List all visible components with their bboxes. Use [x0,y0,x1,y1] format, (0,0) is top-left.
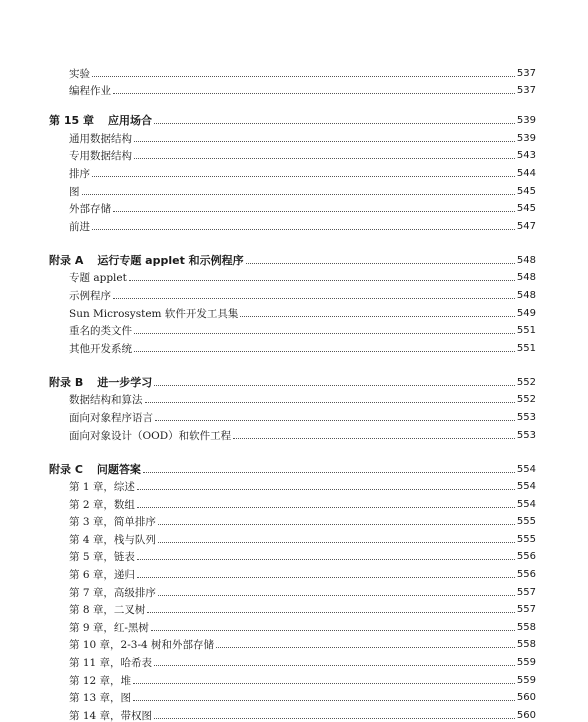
dot-leader [158,542,515,543]
toc-chapter-number: 附录 A [49,253,84,267]
toc-page-number: 543 [516,150,536,162]
toc-title-text: 面向对象设计（OOD）和软件工程 [69,429,232,442]
dot-leader [137,559,515,560]
toc-entry [0,634,588,652]
toc-title [69,587,156,599]
toc-chapter-heading [0,369,588,389]
toc-entry [0,127,588,145]
dot-leader [143,472,515,473]
toc-entry [0,320,588,338]
toc-title-text: 第 13 章，图 [69,692,132,705]
toc-title [69,133,132,145]
toc-page-number: 554 [516,463,536,475]
toc-title-text: 编程作业 [69,85,111,98]
toc-title-text: 问题答案 [96,462,141,476]
dot-leader [240,316,515,317]
toc-entry [0,162,588,180]
toc-entry [0,687,588,705]
toc-page-number: 548 [516,254,536,266]
toc-title-text: 通用数据结构 [69,132,132,145]
toc-title [69,657,152,669]
toc-title-text: 重名的类文件 [69,325,132,338]
toc-title [69,604,145,616]
toc-entry [0,406,588,424]
toc-title-text: 专题 applet [69,272,127,285]
toc-entry [0,284,588,302]
toc-title [69,203,111,215]
toc-title [69,516,156,528]
toc-title-text: 第 1 章，综述 [69,481,135,494]
toc-title [49,115,152,127]
toc-title [69,430,231,442]
toc-chapter-number: 附录 B [49,375,84,389]
dot-leader [137,489,515,490]
toc-page-number: 560 [516,692,536,704]
toc-title-text: 第 9 章，红-黑树 [69,621,149,634]
toc-page-number: 552 [516,394,536,406]
toc-title [69,675,131,687]
toc-chapter-number: 第 15 章 [49,114,94,128]
toc-page-number: 554 [516,498,536,510]
toc-page-number: 553 [516,429,536,441]
toc-entry [0,616,588,634]
dot-leader [134,351,515,352]
dot-leader [154,718,515,719]
dot-leader [137,577,515,578]
toc-title [69,290,111,302]
toc-title-text: 进一步学习 [97,375,153,389]
toc-chapter-heading [0,456,588,476]
toc-title-text: 外部存储 [69,203,111,216]
dot-leader [82,194,515,195]
toc-page-number: 551 [516,342,536,354]
toc-page-number: 548 [516,272,536,284]
dot-leader [145,402,515,403]
toc-entry [0,546,588,564]
toc-page-number: 555 [516,533,536,545]
toc-title [69,85,111,97]
toc-title-text: 第 5 章，链表 [69,551,135,564]
toc-title [69,150,132,162]
dot-leader [92,229,515,230]
toc-entry [0,493,588,511]
toc-title [69,710,152,722]
toc-page-number: 545 [516,185,536,197]
dot-leader [133,700,515,701]
toc-title-text: 第 11 章，哈希表 [69,657,153,670]
dot-leader [158,595,515,596]
dot-leader [216,647,515,648]
toc-page-number: 539 [516,132,536,144]
toc-title [49,464,141,476]
toc-page-number: 553 [516,411,536,423]
toc-entry [0,651,588,669]
toc-page-number: 548 [516,289,536,301]
toc-entry [0,511,588,529]
toc-title-text: 第 14 章，带权图 [69,709,153,722]
toc-entry [0,704,588,722]
dot-leader [92,176,515,177]
toc-title-text: 第 4 章，栈与队列 [69,533,156,546]
toc-chapter-heading [0,107,588,127]
toc-title [49,255,244,267]
toc-page-number: 557 [516,604,536,616]
toc-entry [0,389,588,407]
toc-title-text: 第 10 章，2-3-4 树和外部存储 [69,639,215,652]
dot-leader [134,333,515,334]
toc-page-number: 545 [516,203,536,215]
toc-title [69,325,132,337]
dot-leader [154,385,515,386]
dot-leader [113,211,515,212]
toc-entry [0,599,588,617]
toc-title-text: 第 8 章，二叉树 [69,604,146,617]
dot-leader [154,665,515,666]
toc-title [69,168,90,180]
toc-page-number: 554 [516,481,536,493]
toc-entry [0,80,588,98]
dot-leader [134,158,515,159]
dot-leader [233,438,515,439]
toc-title-text: 前进 [69,220,90,233]
toc-entry [0,563,588,581]
toc-entry [0,145,588,163]
toc-title-text: 实验 [69,67,90,80]
toc-title-text: Sun Microsystem 软件开发工具集 [69,307,239,320]
dot-leader [92,76,515,77]
toc-entry [0,337,588,355]
dot-leader [133,683,515,684]
toc-title-text: 第 3 章，简单排序 [69,516,156,529]
toc-page-number: 552 [516,376,536,388]
toc-title [69,639,214,651]
toc-title [69,481,135,493]
toc-title-text: 示例程序 [69,289,111,302]
toc-title-text: 运行专题 applet 和示例程序 [97,253,244,267]
toc-chapter-heading [0,247,588,267]
toc-title [69,622,149,634]
toc-title-text: 第 12 章，堆 [69,674,132,687]
toc-page-number: 556 [516,551,536,563]
toc-page-number: 560 [516,709,536,721]
toc-page-number: 559 [516,674,536,686]
toc-title-text: 排序 [69,167,90,180]
toc-title [69,186,80,198]
toc-entry [0,302,588,320]
toc-title [69,569,135,581]
dot-leader [129,280,515,281]
toc-page-number: 557 [516,586,536,598]
toc-title [69,221,90,233]
dot-leader [113,93,515,94]
toc-title [69,534,156,546]
toc-title [69,68,90,80]
toc-title [69,308,238,320]
toc-chapter-number: 附录 C [49,462,83,476]
toc-title [69,499,135,511]
dot-leader [154,123,515,124]
toc-title-text: 面向对象程序语言 [69,411,153,424]
toc-page-number: 537 [516,67,536,79]
dot-leader [151,630,515,631]
toc-entry [0,424,588,442]
toc-page-number: 556 [516,569,536,581]
dot-leader [147,612,515,613]
toc-entry [0,62,588,80]
toc-page-number: 558 [516,621,536,633]
toc-title [69,272,127,284]
toc-page-number: 551 [516,325,536,337]
toc-title [69,412,153,424]
toc-title-text: 图 [69,185,80,198]
toc-title-text: 其他开发系统 [69,342,132,355]
toc-entry [0,528,588,546]
toc-page-number: 555 [516,516,536,528]
dot-leader [137,507,515,508]
table-of-contents [0,62,588,722]
toc-page-number: 544 [516,167,536,179]
toc-page-number: 539 [516,115,536,127]
toc-title-text: 第 2 章，数组 [69,498,135,511]
toc-title-text: 第 7 章，高级排序 [69,586,156,599]
toc-page-number: 558 [516,639,536,651]
dot-leader [246,263,515,264]
toc-title [69,343,132,355]
toc-entry [0,198,588,216]
toc-title-text: 第 6 章，递归 [69,569,135,582]
toc-title [69,394,143,406]
toc-entry [0,180,588,198]
toc-entry [0,669,588,687]
toc-title [69,692,131,704]
toc-title-text: 数据结构和算法 [69,394,143,407]
toc-entry [0,267,588,285]
toc-entry [0,476,588,494]
toc-page-number: 537 [516,85,536,97]
toc-title [69,551,135,563]
dot-leader [113,298,515,299]
toc-entry [0,215,588,233]
toc-page-number: 547 [516,220,536,232]
toc-page-number: 549 [516,307,536,319]
dot-leader [134,141,515,142]
dot-leader [155,420,515,421]
toc-entry [0,581,588,599]
toc-title-text: 专用数据结构 [69,150,132,163]
dot-leader [158,524,515,525]
toc-title [49,377,152,389]
toc-title-text: 应用场合 [107,114,152,128]
toc-page-number: 559 [516,657,536,669]
